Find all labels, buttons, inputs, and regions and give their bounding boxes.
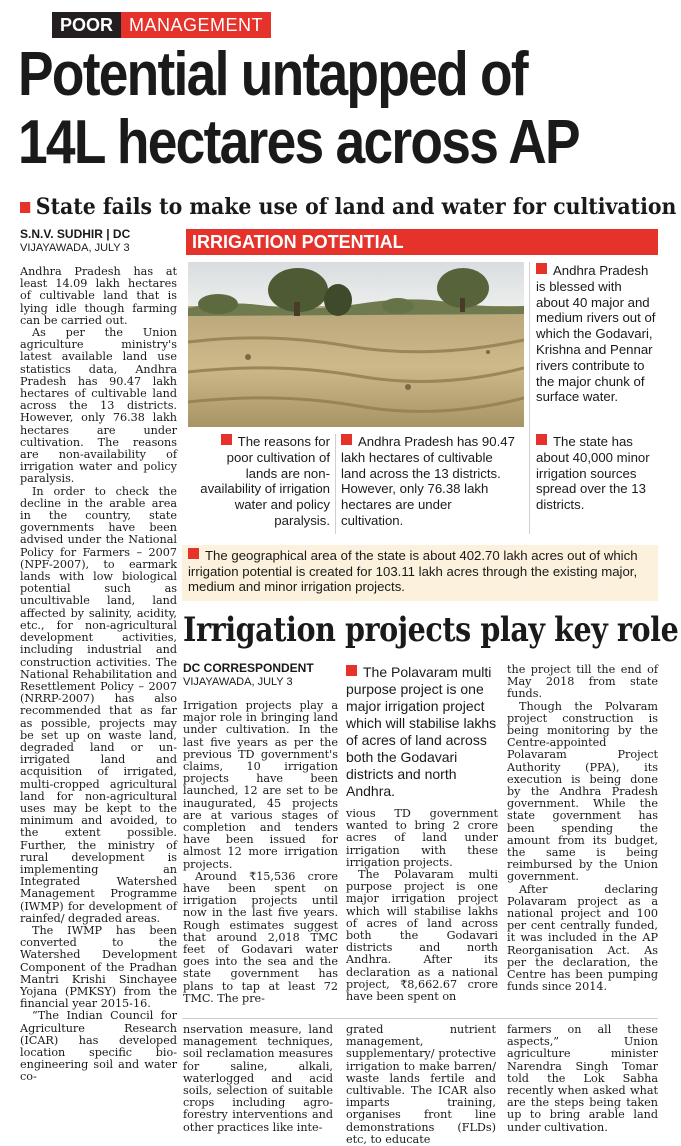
infobox-divider	[529, 262, 530, 534]
story2-colb-para-2: The Polavaram multi purpose project is one major irrigation project which will stabilise lakhs of acres of land across both the Godavari districts and north Andhra. After its declaration as a national project, ₹8,662.67 crore have been spent on	[346, 868, 498, 1004]
col1-para-5: “The Indian Council for Agriculture Research (ICAR) has developed location specific bio-engineering soil and water co-	[20, 1009, 177, 1084]
section-kicker	[52, 12, 271, 38]
byline-author: S.N.V. SUDHIR | DC	[20, 227, 131, 241]
fact-rivers: Andhra Pradesh is blessed with about 40 major and medium rivers out of which the Godavari, Krishna and Pennar rivers contribute to the major chunk of surface water.	[536, 263, 656, 405]
kicker-management: MANAGEMENT	[121, 12, 271, 38]
byline-main	[20, 228, 130, 255]
story2-colc-para-3: After declaring Polavaram project as a national project and 100 per cent centrally funded, it was included in the AP Reorganisation Act. As per the declaration, the Centre has been pumping funds since 2014.	[507, 882, 658, 994]
fact-reasons: The reasons for poor cultivation of lands are non-availability of irrigation water and policy paralysis.	[200, 434, 330, 528]
story2-colc-para-2: Though the Polvaram project construction is being monitoring by the Centre-appointed Polavaram Project Authority (PPA), its execution is being done by the Andhra Pradesh government. While the state government has been spending the amount from its budget, the same is being reimbursed by the Union government.	[507, 699, 658, 884]
continuation-column-2: nservation measure, land management techniques, soil reclamation measures for saline, alkali, waterlogged and acid soils, selection of suitable crops including agro-forestry interventions and other practices like inte-	[183, 1023, 333, 1134]
col1-para-4: The IWMP has been converted to the Watershed Development Component of the Pradhan Mantri Krishi Sinchayee Yojana (PMKSY) from the financial year 2015-16.	[20, 923, 177, 1011]
story2-colc-para-1: the project till the end of May 2018 from state funds.	[507, 663, 658, 701]
col1-para-1: Andhra Pradesh has at least 14.09 lakh hectares of cultivable land that is lying idle though farming can be carried out.	[20, 265, 177, 327]
story2-column-c	[507, 664, 658, 993]
continuation-rule	[182, 1018, 658, 1019]
bullet-square-icon	[536, 434, 547, 445]
story2-column-b	[346, 808, 498, 1003]
deck: State fails to make use of land and water for cultivation	[20, 194, 676, 220]
continuation-column-3: grated nutrient management, supplementary/ protective irrigation to make barren/ waste lands fertile and cultivable. The ICAR also imparts training, organises front line demonstrations (FLDs) etc, to educate	[346, 1023, 496, 1146]
kicker-poor: POOR	[52, 12, 121, 38]
bullet-square-icon	[346, 665, 357, 676]
story2-colb-para-1: vious TD government wanted to bring 2 crore acres of land under irrigation with these irrigation projects.	[346, 807, 498, 869]
story2-byline-dateline: VIJAYAWADA, JULY 3	[183, 676, 293, 688]
bullet-square-icon	[536, 263, 547, 274]
infobox-divider	[335, 434, 336, 534]
story2-byline-author: DC CORRESPONDENT	[183, 661, 314, 675]
story2-cola-para-2: Around ₹15,536 crore have been spent on irrigation projects until now in the last five years. Rough estimates suggest that around 2,018 TMC feet of Godavari water goes into the sea and the state government has plans to tap at least 72 TMC. The pre-	[183, 869, 338, 1005]
bullet-square-icon	[341, 434, 352, 445]
bullet-square-icon	[221, 434, 232, 445]
article-column-1	[20, 266, 177, 1084]
story2-byline	[183, 662, 314, 689]
col1-para-2: As per the Union agriculture ministry's latest available land use statistics data, Andhra Pradesh has 90.47 lakh hectares of cultivable land across the 13 districts. However, only 76.38 lakh hectares are under cultivation. The reasons are non-availability of irrigation water and policy paralysis.	[20, 326, 177, 486]
fact-sources: The state has about 40,000 minor irrigation sources spread over the 13 districts.	[536, 434, 650, 513]
field-photo	[188, 262, 524, 427]
col1-para-3: In order to check the decline in the arable area in the country, state governments have been advised under the National Policy for Farmers – 2007 (NPF-2007), to earmark lands with low biological potential such as uncultivable land, land affected by salinity, acidity, etc., for non-agricultural development activities, including industrial and construction activities. The National Rehabilitation and Resettlement Policy – 2007 (NRRP-2007) has also recommended that as far as possible, projects may be set up on waste land, degraded land or un-irrigated land and acquisition of irrigated, multi-cropped agricultural land for non-agricultural uses may be kept to the minimum and avoided, to the extent possible. Further, the ministry of rural development is implementing an Integrated Watershed Management Programme (IWMP) for development of rainfed/ degraded areas.	[20, 484, 177, 925]
story2-cola-para-1: Irrigation projects play a major role in bringing land under cultivation. In the last five years as per the previous TD government's claims, 10 irrigation projects have been launched, 12 are set to be inaugurated, 45 projects are at various stages of completion and tenders have been issued for almost 12 more irrigation projects.	[183, 699, 338, 871]
headline-line2: 14L hectares across AP	[18, 108, 579, 177]
dry-field-illustration	[188, 262, 524, 427]
continuation-column-4: farmers on all these aspects,” Union agriculture minister Narendra Singh Tomar told the Lok Sabha recently when asked what are the steps being taken up to bring arable land under cultivation.	[507, 1023, 658, 1134]
pull-quote: The Polavaram multi purpose project is one major irrigation project which will stabilise lakhs of acres of land across both the Godavari districts and north Andhra.	[346, 664, 497, 799]
story2-column-a	[183, 700, 338, 1005]
bullet-square-icon	[20, 202, 30, 213]
fact-land: Andhra Pradesh has 90.47 lakh hectares of cultivable land across the 13 districts. However, only 76.38 lakh hectares are under cultivation.	[341, 434, 515, 528]
bullet-square-icon	[188, 548, 199, 559]
infobox-note: The geographical area of the state is about 402.70 lakh acres out of which irrigation potential is created for 103.11 lakh acres through the existing major, medium and minor irrigation projects.	[182, 545, 658, 601]
byline-dateline: VIJAYAWADA, JULY 3	[20, 242, 130, 254]
story2-headline: Irrigation projects play key role	[183, 610, 679, 650]
infobox-title: IRRIGATION POTENTIAL	[186, 229, 658, 255]
headline-line1: Potential untapped of	[18, 40, 527, 109]
